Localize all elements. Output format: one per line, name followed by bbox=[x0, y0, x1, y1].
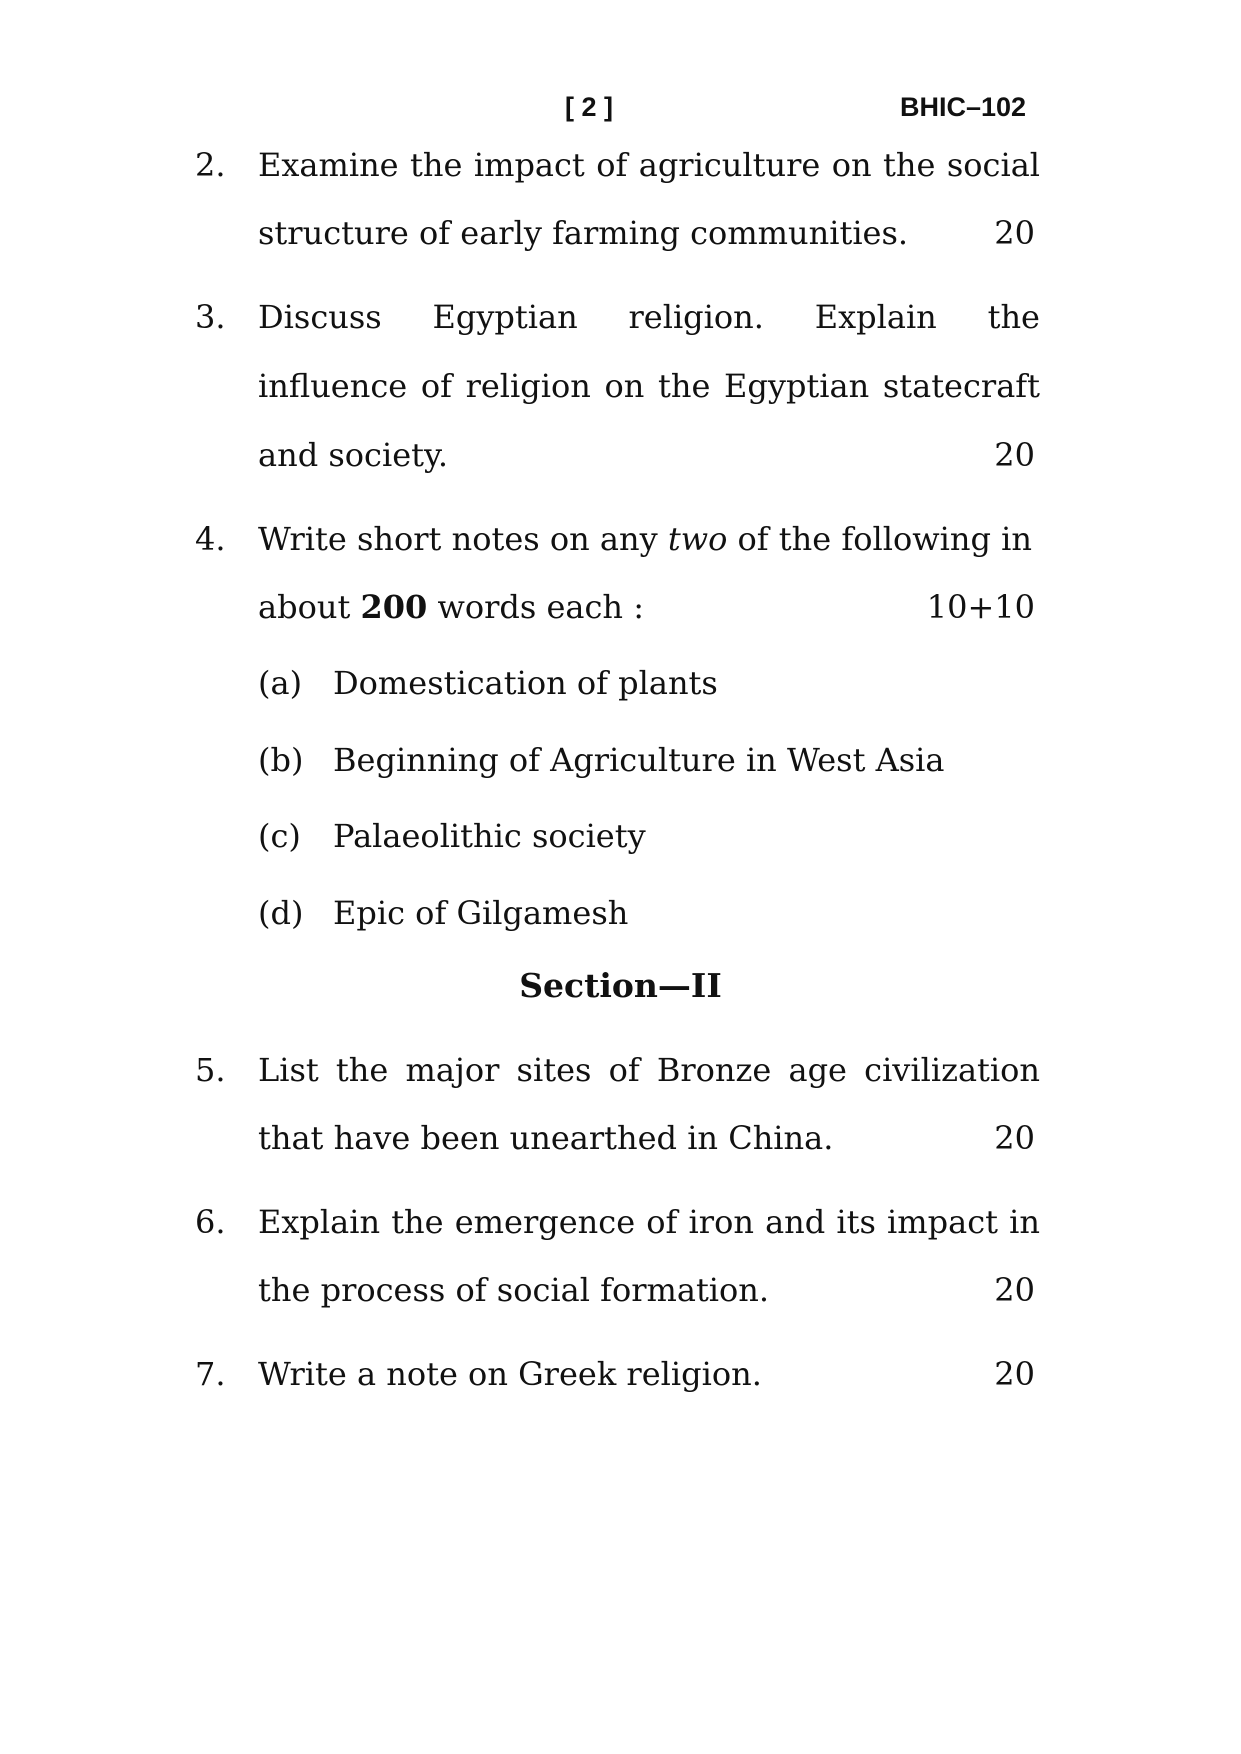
question-text-line: List the major sites of Bronze age civilization bbox=[258, 1051, 1040, 1089]
marks: 20 bbox=[994, 214, 1035, 252]
question-text-line: about 200 words each : bbox=[258, 588, 644, 626]
page-number: [ 2 ] bbox=[565, 92, 614, 122]
subitem-label: (a) bbox=[258, 664, 303, 702]
marks: 20 bbox=[994, 436, 1035, 474]
subitem-text: Domestication of plants bbox=[333, 664, 718, 702]
marks: 20 bbox=[994, 1119, 1035, 1157]
question-text-line: Write short notes on any two of the following in bbox=[258, 520, 1032, 558]
question-text-line: Write a note on Greek religion. bbox=[258, 1355, 762, 1393]
question-text-line: that have been unearthed in China. bbox=[258, 1119, 834, 1157]
question-number: 3. bbox=[195, 298, 226, 336]
subitem-text: Beginning of Agriculture in West Asia bbox=[333, 741, 945, 779]
question-text-line: Examine the impact of agriculture on the social bbox=[258, 146, 1040, 184]
section-heading: Section—II bbox=[519, 966, 722, 1005]
subitem-label: (b) bbox=[258, 741, 304, 779]
marks: 20 bbox=[994, 1271, 1035, 1309]
subitem-label: (d) bbox=[258, 894, 304, 932]
marks: 20 bbox=[994, 1355, 1035, 1393]
subitem-text: Epic of Gilgamesh bbox=[333, 894, 629, 932]
question-text-line: structure of early farming communities. bbox=[258, 214, 909, 252]
question-number: 5. bbox=[195, 1051, 226, 1089]
subitem-label: (c) bbox=[258, 817, 301, 855]
question-text-line: and society. bbox=[258, 436, 448, 474]
question-text-line: the process of social formation. bbox=[258, 1271, 770, 1309]
question-number: 2. bbox=[195, 146, 226, 184]
question-text-line: Explain the emergence of iron and its impact in bbox=[258, 1203, 1040, 1241]
question-text-line: influence of religion on the Egyptian statecraft bbox=[258, 367, 1040, 405]
subitem-text: Palaeolithic society bbox=[333, 817, 646, 855]
course-code: BHIC–102 bbox=[900, 92, 1027, 122]
question-number: 4. bbox=[195, 520, 226, 558]
question-number: 7. bbox=[195, 1355, 226, 1393]
question-number: 6. bbox=[195, 1203, 226, 1241]
question-text-line: Discuss Egyptian religion. Explain the bbox=[258, 298, 1040, 336]
marks: 10+10 bbox=[926, 588, 1035, 626]
